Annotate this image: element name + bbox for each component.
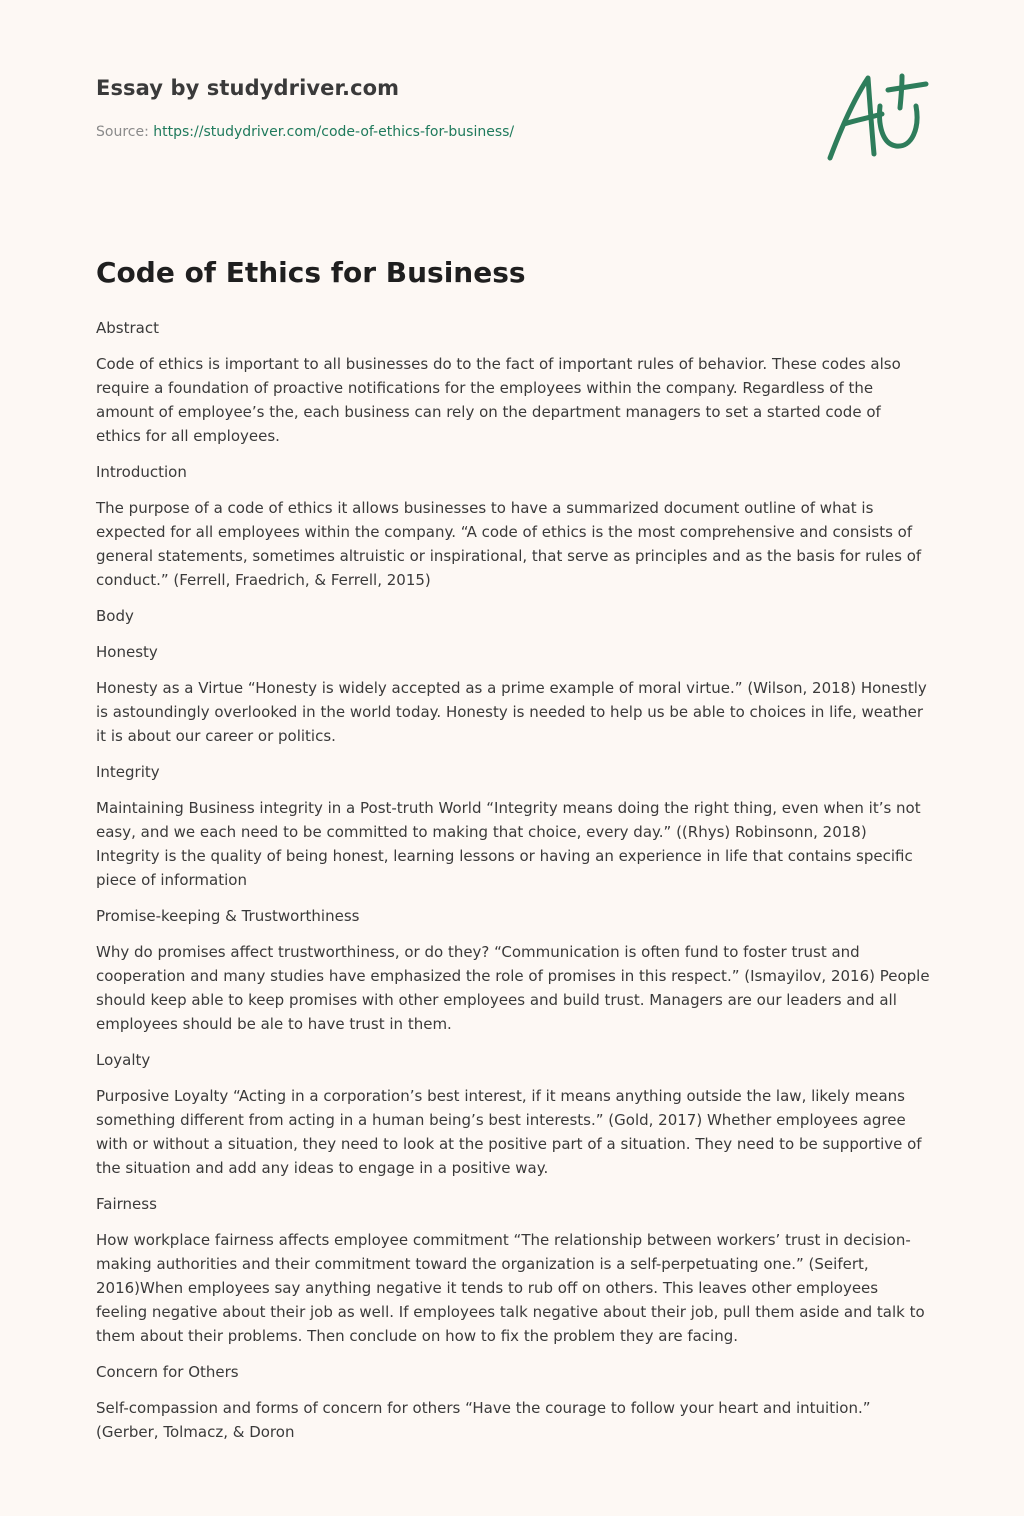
source-label: Source: (96, 124, 154, 140)
section-text-concern-for-others: Self-compassion and forms of concern for others “Have the courage to follow your heart and intuition.” (Gerber, Tolmacz, & Doron (96, 1399, 871, 1441)
section-heading-introduction: Introduction (96, 463, 187, 481)
site-brand: Essay by studydriver.com (96, 76, 400, 100)
page-title: Code of Ethics for Business (96, 256, 526, 289)
essay-body (96, 316, 930, 1456)
source-line (96, 124, 514, 140)
section-heading-honesty: Honesty (96, 643, 158, 661)
a-plus-logo-svg (822, 66, 932, 166)
section-heading-integrity: Integrity (96, 763, 160, 781)
section-text-integrity: Maintaining Business integrity in a Post-truth World “Integrity means doing the right thing, even when it’s not easy, and we each need to be committed to making that choice, every day.” ((Rhys) Robinsonn, 2018) Integrity is the quality of being honest, learning lessons or having an experience in life that contains specific piece of information (96, 799, 921, 889)
source-link[interactable]: https://studydriver.com/code-of-ethics-for-business/ (153, 124, 515, 140)
section-text-abstract: Code of ethics is important to all businesses do to the fact of important rules of behavior. These codes also require a foundation of proactive notifications for the employees within the company. Regardless of the amount of employee’s the, each business can rely on the department managers to set a started code of ethics for all employees. (96, 355, 901, 445)
section-heading-loyalty: Loyalty (96, 1051, 151, 1069)
section-heading-concern-for-others: Concern for Others (96, 1363, 239, 1381)
section-heading-fairness: Fairness (96, 1195, 157, 1213)
section-text-loyalty: Purposive Loyalty “Acting in a corporation’s best interest, if it means anything outside the law, likely means something different from acting in a human being’s best interests.” (Gold, 2017) Whether employees agree with or without a situation, they need to look at the positive part of a situation. They need to be supportive of the situation and add any ideas to engage in a positive way. (96, 1087, 922, 1177)
section-heading-abstract: Abstract (96, 319, 159, 337)
section-text-introduction: The purpose of a code of ethics it allows businesses to have a summarized document outline of what is expected for all employees within the company. “A code of ethics is the most comprehensive and consists of general statements, sometimes altruistic or inspirational, that serve as principles and as the basis for rules of conduct.” (Ferrell, Fraedrich, & Ferrell, 2015) (96, 499, 922, 589)
section-text-promise-keeping: Why do promises affect trustworthiness, or do they? “Communication is often fund to foster trust and cooperation and many studies have emphasized the role of promises in this respect.” (Ismayilov, 2016) People should keep able to keep promises with other employees and build trust. Managers are our leaders and all employees should be ale to have trust in them. (96, 943, 930, 1033)
section-text-honesty: Honesty as a Virtue “Honesty is widely accepted as a prime example of moral virtue.” (Wilson, 2018) Honestly is astoundingly overlooked in the world today. Honesty is needed to help us be able to choices in life, weather it is about our career or politics. (96, 679, 927, 745)
section-text-fairness: How workplace fairness affects employee commitment “The relationship between workers’ trust in decision-making authorities and their commitment toward the organization is a self-perpetuating one.” (Seifert, 2016)When employees say anything negative it tends to rub off on others. This leaves other employees feeling negative about their job as well. If employees talk negative about their job, pull them aside and talk to them about their problems. Then conclude on how to fix the problem they are facing. (96, 1231, 925, 1345)
a-plus-logo-icon (822, 66, 932, 166)
section-heading-body: Body (96, 607, 134, 625)
section-heading-promise-keeping: Promise-keeping & Trustworthiness (96, 907, 360, 925)
